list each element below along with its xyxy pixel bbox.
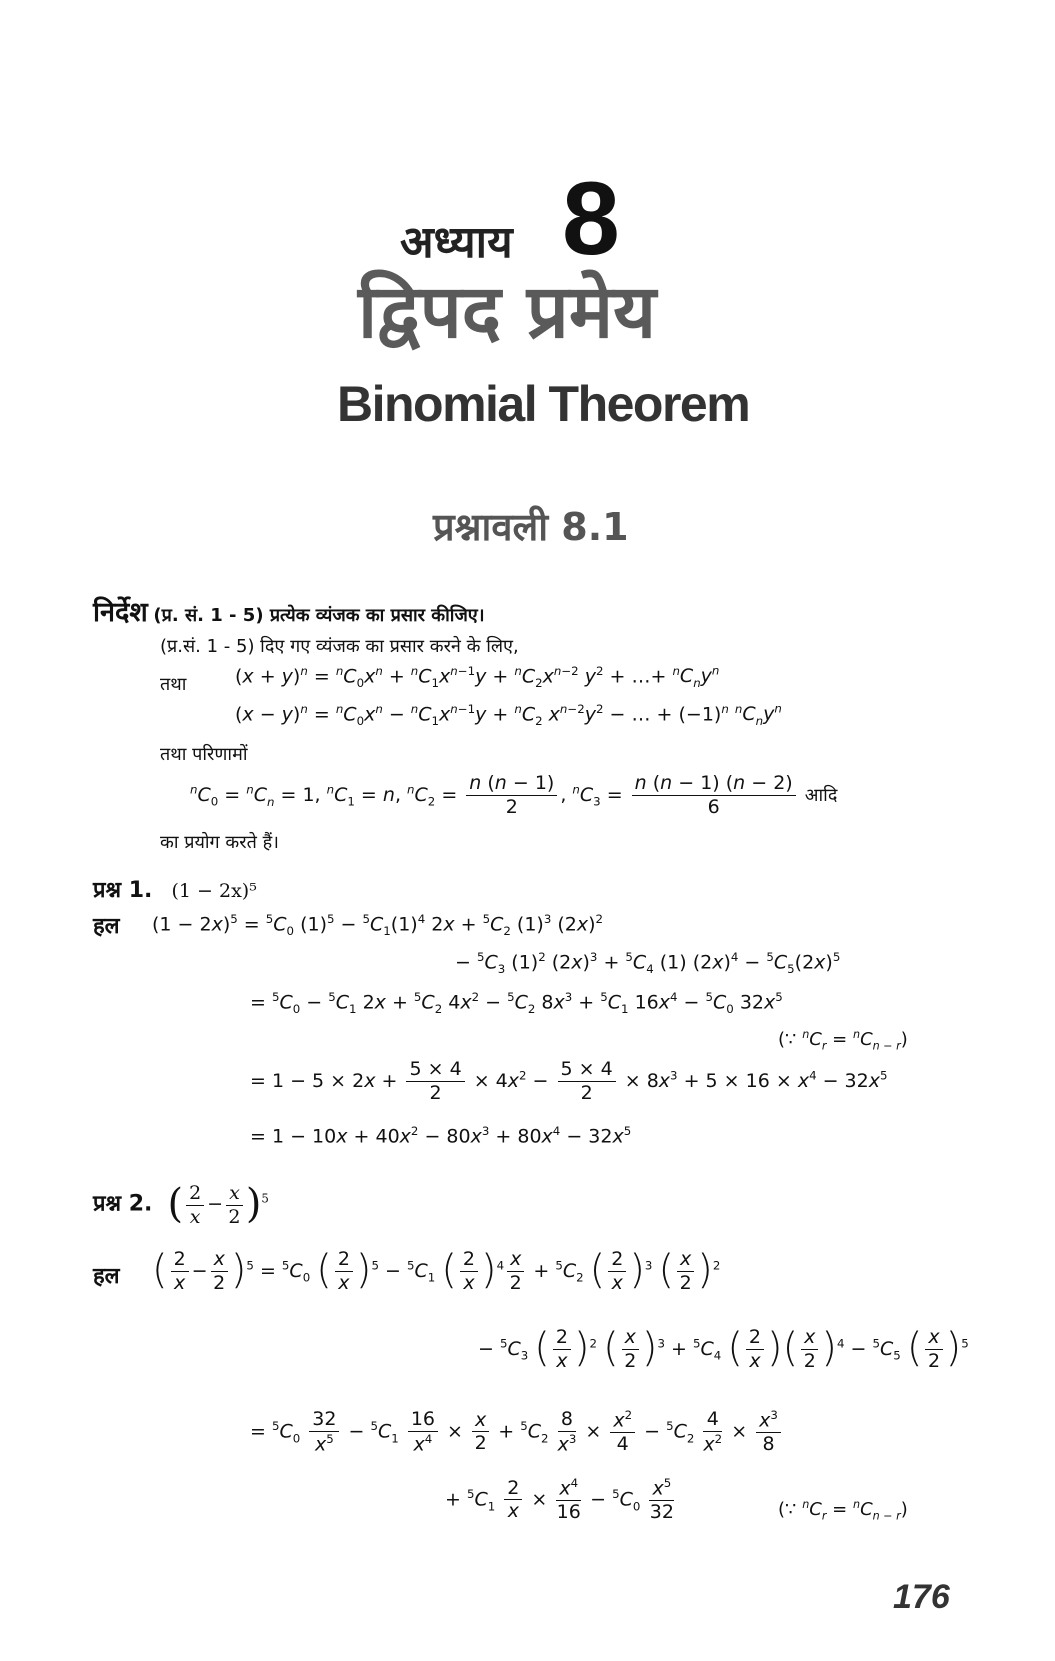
solution-1-line-4: = 1 − 5 × 2x + $\frac{5 \times 4}{2}$ × $4x^2$ − $\frac{5 \times 4}{2}$ × $8x^3 + 5 \times 16 \times x^4 - 32x^5$ (250, 1058, 888, 1104)
solution-2-label: हल (93, 1264, 120, 1289)
exercise-title: प्रश्नावली 8.1 (433, 505, 629, 549)
chapter-label: अध्याय (400, 217, 513, 268)
solution-1-line-1: $(1 - 2x)^5 = ^5C_0$ $(1)^5 - ^5C_1(1)^4$ $2x + ^5C_2$ $(1)^3$ $(2x)^2$ (152, 912, 604, 939)
solution-1-note: (∵ $^nC_r = ^nC_{n - r}$) (778, 1028, 908, 1053)
question-1 (93, 874, 257, 904)
question-2 (93, 1182, 269, 1229)
chapter-title-english: Binomial Theorem (337, 376, 750, 432)
formula-difference: $(x - y)^n = ^nC_0x^n - ^nC_1x^{n-1}y + ^nC_2$ $x^{n-2}y^2$ − … + $(-1)^n$ $^nC_ny^n$ (235, 702, 782, 729)
solution-1-result: = $1 - 10x + 40x^2 - 80x^3 + 80x^4 - 32x^5$ (250, 1124, 632, 1148)
solution-2-line-3: = $^5C_0$ $\frac{32}{x^5}$ − $^5C_1$ $\frac{16}{x^4}$ × $\frac{x}{2}$ + $^5C_2$ $\frac{8}{x^3}$ × $\frac{x^2}{4}$ − $^5C_2$ $\frac{4}{x^2}$ × $\frac{x^3}{8}$ (250, 1408, 784, 1456)
solution-1-label: हल (93, 914, 120, 939)
question-2-expression: ( $\frac{2}{x}$ − $\frac{x}{2}$ )$^5$ (167, 1181, 269, 1228)
instruction-lead: निर्देश (93, 597, 148, 628)
solution-2-line-4: + $^5C_1$ $\frac{2}{x}$ × $\frac{x^4}{16}$ − $^5C_0$ $\frac{x^5}{32}$ (445, 1476, 674, 1524)
usage-text: का प्रयोग करते हैं। (160, 832, 279, 853)
tatha-results-label: तथा परिणामों (160, 744, 248, 765)
instruction-text: (प्र. सं. 1 - 5) प्रत्येक व्यंजक का प्रसार कीजिए। (153, 605, 485, 626)
instruction-line (93, 592, 485, 629)
chapter-number: 8 (562, 161, 620, 277)
question-2-label: प्रश्न 2. (93, 1191, 153, 1217)
formula-combination-values: $^nC_0 = ^nC_n = 1$, $^nC_1 = n$, $^nC_2$ = $\frac{n (n - 1)}{2}$ , $^nC_3$ = $\frac{n (n - 1) (n - 2)}{6}$ आदि (190, 772, 838, 818)
instruction-note: (प्र.सं. 1 - 5) दिए गए व्यंजक का प्रसार करने के लिए, (160, 636, 519, 657)
solution-1-line-3: = $^5C_0 - ^5C_1$ $2x + ^5C_2$ $4x^2 - ^5C_2$ $8x^3 + ^5C_1$ $16x^4 - ^5C_0$ $32x^5$ (250, 990, 783, 1017)
question-1-label: प्रश्न 1. (93, 878, 153, 903)
solution-2-note: (∵ $^nC_r = ^nC_{n - r}$) (778, 1498, 908, 1523)
formula-sum: $(x + y)^n = ^nC_0x^n + ^nC_1x^{n-1}y + ^nC_2x^{n-2}$ $y^2$ + …+ $^nC_ny^n$ (235, 664, 720, 691)
solution-2-line-2: − $^5C_3$ ( $\frac{2}{x}$ )$^2$ ( $\frac{x}{2}$ )$^3 + ^5C_4$ ( $\frac{2}{x}$ )( $\frac{x}{2}$ )$^4 - ^5C_5$ ( $\frac{x}{2}$ )$^5$ (478, 1325, 969, 1372)
aadi-text: आदि (804, 784, 838, 806)
question-1-expression: (1 − 2x)⁵ (171, 880, 257, 902)
solution-2-line-1: ( $\frac{2}{x}$ − $\frac{x}{2}$ )$^5 = ^5C_0$ ( $\frac{2}{x}$ )$^5 - ^5C_1$ ( $\frac{2}{x}$ )$^4$ $\frac{x}{2}$ + $^5C_2$ ( $\frac{2}{x}$ )$^3$ ( $\frac{x}{2}$ )$^2$ (152, 1247, 721, 1294)
solution-1-line-2: − $^5C_3$ $(1)^2$ $(2x)^3 + ^5C_4$ (1) $(2x)^4 - ^5C_5(2x)^5$ (455, 950, 841, 977)
page-number: 176 (893, 1578, 950, 1616)
tatha-label-1: तथा (160, 674, 187, 695)
chapter-title-hindi: द्विपद प्रमेय (358, 269, 657, 355)
